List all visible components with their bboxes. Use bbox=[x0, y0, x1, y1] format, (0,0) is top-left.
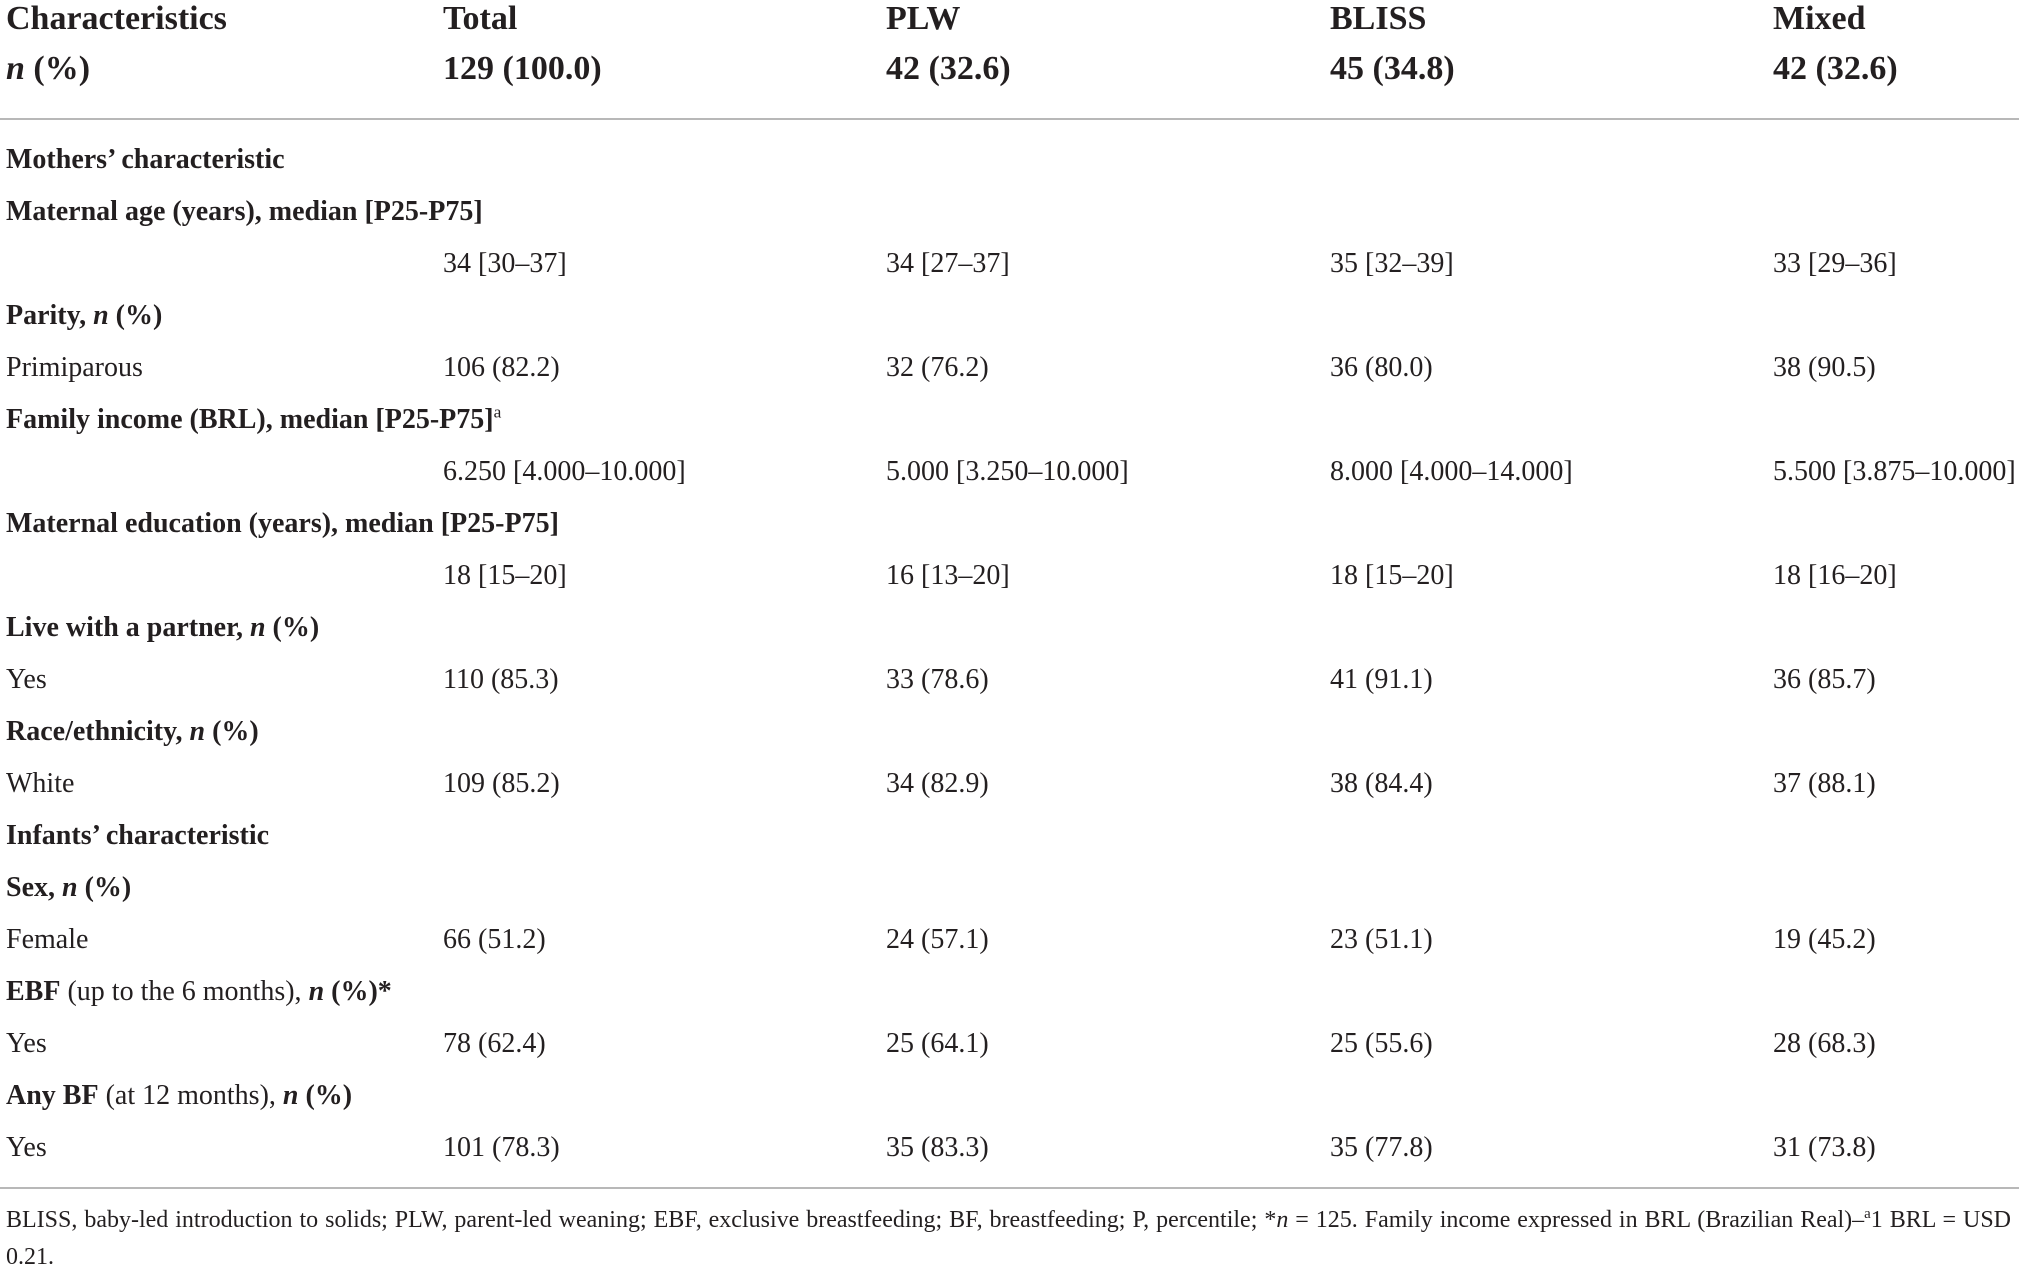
variable-heading bbox=[0, 608, 2019, 660]
table-cell: 19 (45.2) bbox=[1773, 924, 1876, 955]
footnote-part-c: 1 BRL = USD 0.21. bbox=[6, 1207, 2011, 1270]
table-cell: 35 [32–39] bbox=[1330, 248, 1454, 279]
table-row bbox=[0, 452, 2019, 504]
table-cell: 41 (91.1) bbox=[1330, 664, 1433, 695]
table-cell: 16 [13–20] bbox=[886, 560, 1010, 591]
variable-heading bbox=[0, 868, 2019, 920]
header-mixed-count: 42 (32.6) bbox=[1773, 50, 1898, 87]
row-label-n: n bbox=[249, 612, 266, 643]
table-footer-divider bbox=[0, 1187, 2019, 1189]
section-heading bbox=[0, 816, 2019, 868]
variable-heading bbox=[0, 712, 2019, 764]
table-header bbox=[0, 0, 2019, 120]
header-total-count: 129 (100.0) bbox=[443, 50, 602, 87]
header-mixed: Mixed bbox=[1773, 0, 1866, 37]
row-label bbox=[6, 504, 559, 544]
row-label bbox=[6, 764, 74, 804]
row-label-text: Mothers’ characteristic bbox=[6, 144, 285, 175]
row-label-n: n bbox=[282, 1080, 299, 1111]
table-cell: 34 [27–37] bbox=[886, 248, 1010, 279]
row-label-suffix: (%) bbox=[108, 300, 163, 331]
header-n-percent bbox=[6, 50, 90, 88]
table-row bbox=[0, 920, 2019, 972]
table-cell: 106 (82.2) bbox=[443, 352, 560, 383]
row-label-suffix: (%)* bbox=[324, 976, 392, 1007]
table-cell: 18 [15–20] bbox=[443, 560, 567, 591]
row-label-n: n bbox=[93, 300, 109, 331]
row-label bbox=[6, 140, 285, 180]
row-label-text: EBF bbox=[6, 976, 61, 1007]
header-row-2 bbox=[0, 50, 2019, 102]
row-label-text: Infants’ characteristic bbox=[6, 820, 270, 851]
table-cell: 25 (64.1) bbox=[886, 1028, 989, 1059]
header-characteristics: Characteristics bbox=[6, 0, 227, 37]
table-cell: 23 (51.1) bbox=[1330, 924, 1433, 955]
row-label bbox=[6, 868, 131, 908]
table-row bbox=[0, 1024, 2019, 1076]
variable-heading bbox=[0, 504, 2019, 556]
variable-heading bbox=[0, 296, 2019, 348]
footnote-part-b: = 125. Family income expressed in BRL (Brazilian Real)– bbox=[1288, 1207, 1865, 1233]
row-label bbox=[6, 660, 47, 700]
row-label-text: White bbox=[6, 768, 75, 799]
table-cell: 110 (85.3) bbox=[443, 664, 559, 695]
table-cell: 28 (68.3) bbox=[1773, 1028, 1876, 1059]
header-plw-count: 42 (32.6) bbox=[886, 50, 1011, 87]
table-cell: 31 (73.8) bbox=[1773, 1132, 1876, 1163]
header-bliss-count: 45 (34.8) bbox=[1330, 50, 1455, 87]
table-cell: 35 (77.8) bbox=[1330, 1132, 1433, 1163]
row-label bbox=[6, 1024, 47, 1064]
table-cell: 24 (57.1) bbox=[886, 924, 989, 955]
table-cell: 38 (84.4) bbox=[1330, 768, 1433, 799]
row-label-n: n bbox=[189, 716, 206, 747]
table-footnote bbox=[6, 1202, 2011, 1276]
row-label-text: Yes bbox=[6, 1028, 47, 1059]
row-label bbox=[6, 296, 162, 336]
row-label-text: Live with a partner, bbox=[6, 612, 250, 643]
table-row bbox=[0, 244, 2019, 296]
row-label-text: Primiparous bbox=[6, 352, 143, 383]
table-cell: 37 (88.1) bbox=[1773, 768, 1876, 799]
row-label-text: Race/ethnicity, bbox=[6, 716, 190, 747]
table-cell: 8.000 [4.000–14.000] bbox=[1330, 456, 1573, 487]
variable-heading bbox=[0, 192, 2019, 244]
row-label-sup: a bbox=[493, 402, 502, 422]
table-row bbox=[0, 1128, 2019, 1180]
footnote-sup: a bbox=[1864, 1206, 1871, 1222]
row-label-n: n bbox=[62, 872, 78, 903]
table-row bbox=[0, 556, 2019, 608]
table-cell: 32 (76.2) bbox=[886, 352, 989, 383]
row-label-suffix: (%) bbox=[298, 1080, 353, 1111]
row-label-text: Yes bbox=[6, 1132, 47, 1163]
table-cell: 36 (80.0) bbox=[1330, 352, 1433, 383]
table-cell: 38 (90.5) bbox=[1773, 352, 1876, 383]
table-cell: 5.500 [3.875–10.000] bbox=[1773, 456, 2016, 487]
table-row bbox=[0, 764, 2019, 816]
table-cell: 66 (51.2) bbox=[443, 924, 546, 955]
row-label-text: Maternal age (years), median [P25-P75] bbox=[6, 196, 483, 227]
table-cell: 78 (62.4) bbox=[443, 1028, 546, 1059]
table-body bbox=[0, 140, 2019, 1180]
table-cell: 18 [16–20] bbox=[1773, 560, 1897, 591]
row-label-text: Yes bbox=[6, 664, 47, 695]
variable-heading bbox=[0, 972, 2019, 1024]
section-heading bbox=[0, 140, 2019, 192]
row-label-mid: (up to the 6 months), bbox=[60, 976, 309, 1007]
table-cell: 101 (78.3) bbox=[443, 1132, 560, 1163]
table-row bbox=[0, 348, 2019, 400]
row-label-mid: (at 12 months), bbox=[98, 1080, 283, 1111]
table-cell: 6.250 [4.000–10.000] bbox=[443, 456, 686, 487]
table-cell: 34 [30–37] bbox=[443, 248, 567, 279]
row-label bbox=[6, 972, 392, 1012]
row-label-suffix: (%) bbox=[205, 716, 259, 747]
row-label bbox=[6, 816, 269, 856]
variable-heading bbox=[0, 1076, 2019, 1128]
header-n-suffix: (%) bbox=[24, 50, 91, 87]
row-label-text: Maternal education (years), median [P25-P75] bbox=[6, 508, 559, 539]
row-label bbox=[6, 712, 259, 752]
row-label-text: Parity, bbox=[6, 300, 94, 331]
table-cell: 36 (85.7) bbox=[1773, 664, 1876, 695]
row-label-text: Sex, bbox=[6, 872, 62, 903]
table-cell: 33 [29–36] bbox=[1773, 248, 1897, 279]
row-label bbox=[6, 920, 88, 960]
row-label bbox=[6, 1128, 47, 1168]
row-label-text: Female bbox=[6, 924, 89, 955]
header-row-1 bbox=[0, 0, 2019, 52]
table-cell: 109 (85.2) bbox=[443, 768, 560, 799]
table-cell: 25 (55.6) bbox=[1330, 1028, 1433, 1059]
row-label bbox=[6, 400, 501, 440]
row-label-suffix: (%) bbox=[265, 612, 320, 643]
row-label bbox=[6, 1076, 352, 1116]
footnote-n: n bbox=[1276, 1207, 1289, 1233]
row-label-n: n bbox=[308, 976, 325, 1007]
header-n-italic: n bbox=[6, 50, 25, 87]
table-cell: 34 (82.9) bbox=[886, 768, 989, 799]
header-plw: PLW bbox=[886, 0, 961, 37]
footnote-part-a: BLISS, baby-led introduction to solids; PLW, parent-led weaning; EBF, exclusive breastfeeding; BF, breastfeeding; P, percentile; * bbox=[6, 1207, 1277, 1233]
table-cell: 33 (78.6) bbox=[886, 664, 989, 695]
variable-heading bbox=[0, 400, 2019, 452]
header-total: Total bbox=[443, 0, 518, 37]
row-label-suffix: (%) bbox=[77, 872, 132, 903]
table-cell: 18 [15–20] bbox=[1330, 560, 1454, 591]
table-cell: 35 (83.3) bbox=[886, 1132, 989, 1163]
row-label-text: Family income (BRL), median [P25-P75] bbox=[6, 404, 494, 435]
header-bliss: BLISS bbox=[1330, 0, 1427, 37]
row-label bbox=[6, 608, 319, 648]
row-label bbox=[6, 348, 143, 388]
table-cell: 5.000 [3.250–10.000] bbox=[886, 456, 1129, 487]
row-label-text: Any BF bbox=[6, 1080, 99, 1111]
row-label bbox=[6, 192, 483, 232]
table-row bbox=[0, 660, 2019, 712]
